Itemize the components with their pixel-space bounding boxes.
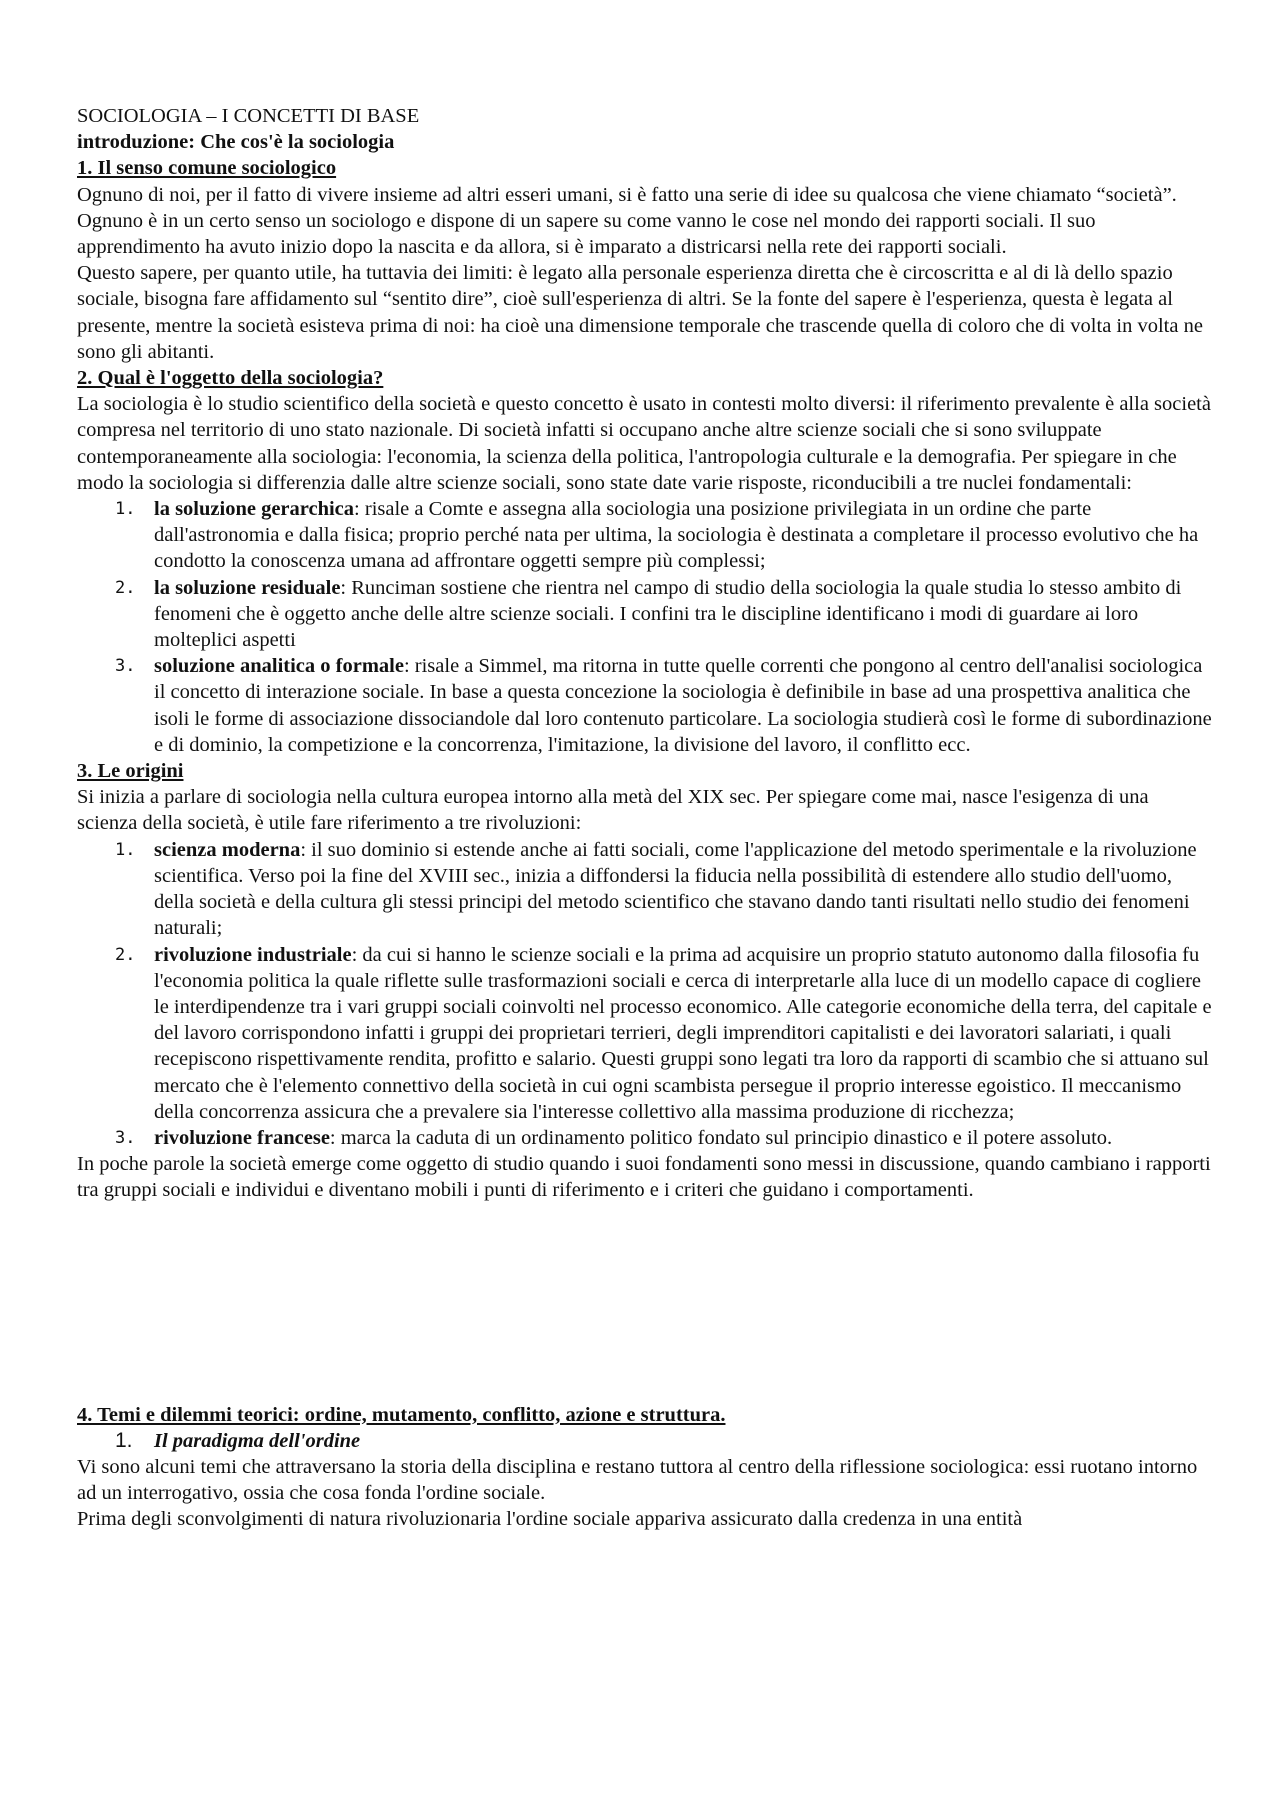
list-term: soluzione analitica o formale (154, 655, 404, 678)
section-3-conclusion: In poche parole la società emerge come oggetto di studio quando i suoi fondamenti sono messi in discussione, quando cambiano i rapporti tra gruppi sociali e individui e diventano mobili i punti di riferimento e i criteri che guidano i comportamenti. (77, 1153, 1211, 1202)
subsection-number: 1. (115, 1428, 133, 1452)
list-item (77, 942, 1212, 1125)
section-2-list (77, 496, 1212, 758)
document-page (77, 103, 1212, 1533)
section-4-paragraph: Prima degli sconvolgimenti di natura rivoluzionaria l'ordine sociale appariva assicurato dalla credenza in una entità (77, 1508, 1023, 1531)
section-3-list (77, 837, 1212, 1151)
list-text: : il suo dominio si estende anche ai fatti sociali, come l'applicazione del metodo sperimentale e la rivoluzione scientifica. Verso poi la fine del XVIII sec., inizia a diffondersi la fiducia nella possibilità di estendere allo studio dell'uomo, della società e della cultura gli stessi principi del metodo scientifico che stavano dando tanti risultati nello studio dei fenomeni naturali; (154, 838, 1197, 940)
list-number: 1. (115, 499, 136, 520)
list-text: : marca la caduta di un ordinamento politico fondato sul principio dinastico e il potere assoluto. (329, 1126, 1113, 1149)
subsection-title: Il paradigma dell'ordine (154, 1429, 361, 1452)
list-term: la soluzione residuale (154, 576, 341, 599)
subsection-heading (77, 1428, 1212, 1454)
list-term: scienza moderna (154, 838, 301, 861)
section-1-heading: 1. Il senso comune sociologico (77, 157, 337, 180)
list-term: rivoluzione francese (154, 1126, 330, 1149)
list-item (77, 496, 1212, 575)
list-text: : risale a Simmel, ma ritorna in tutte quelle correnti che pongono al centro dell'analisi sociologica il concetto di interazione sociale. In base a questa concezione la sociologia è definibile in base ad una prospettiva analitica che isoli le forme di associazione dissociandole dal loro contenuto particolare. La sociologia studierà così le forme di subordinazione e di dominio, la competizione e la concorrenza, l'imitazione, la divisione del lavoro, il conflitto ecc. (154, 655, 1212, 756)
list-text: : risale a Comte e assegna alla sociologia una posizione privilegiata in un ordine che parte dall'astronomia e dalla fisica; proprio perché nata per ultima, la sociologia è destinata a completare il processo evolutivo che ha condotto la conoscenza umana ad affrontare oggetti sempre più complessi; (154, 498, 1199, 573)
list-number: 1. (115, 839, 136, 860)
section-4-paragraph: Vi sono alcuni temi che attraversano la storia della disciplina e restano tuttora al centro della riflessione sociologica: essi ruotano intorno ad un interrogativo, ossia che cosa fonda l'ordine sociale. (77, 1455, 1198, 1505)
section-3-heading: 3. Le origini (77, 760, 184, 783)
list-text: : Runciman sostiene che rientra nel campo di studio della sociologia la quale studia lo stesso ambito di fenomeni che è oggetto anche delle altre scienze sociali. I confini tra le discipline identificano i modi di guardare ai loro molteplici aspetti (154, 576, 1182, 652)
section-1-paragraph: Questo sapere, per quanto utile, ha tuttavia dei limiti: è legato alla personale esperienza diretta che è circoscritta e al di là dello spazio sociale, bisogna fare affidamento sul “sentito dire”, cioè sull'esperienza di altri. Se la fonte del sapere è l'esperienza, questa è legata al presente, mentre la società esisteva prima di noi: ha cioè una dimensione temporale che trascende quella di coloro che di volta in volta ne sono gli abitanti. (77, 262, 1203, 363)
list-item (77, 1125, 1212, 1151)
section-1-paragraph: Ognuno di noi, per il fatto di vivere insieme ad altri esseri umani, si è fatto una serie di idee su qualcosa che viene chiamato “società”. Ognuno è in un certo senso un sociologo e dispone di un sapere su come vanno le cose nel mondo dei rapporti sociali. Il suo apprendimento ha avuto inizio dopo la nascita e da allora, si è imparato a districarsi nella rete dei rapporti sociali. (77, 183, 1177, 259)
list-item (77, 837, 1212, 942)
list-number: 2. (115, 577, 136, 598)
list-item (77, 653, 1212, 758)
section-4-heading: 4. Temi e dilemmi teorici: ordine, mutamento, conflitto, azione e struttura. (77, 1403, 726, 1426)
list-term: rivoluzione industriale (154, 943, 352, 966)
section-2-heading: 2. Qual è l'oggetto della sociologia? (77, 367, 384, 390)
page-spacer (77, 1204, 1212, 1402)
list-item (77, 575, 1212, 654)
list-number: 2. (115, 944, 136, 965)
list-number: 3. (115, 656, 136, 677)
list-number: 3. (115, 1127, 136, 1148)
document-subtitle: introduzione: Che cos'è la sociologia (77, 131, 395, 154)
section-3-intro: Si inizia a parlare di sociologia nella cultura europea intorno alla metà del XIX sec. Per spiegare come mai, nasce l'esigenza di una scienza della società, è utile fare riferimento a tre rivoluzioni: (77, 786, 1149, 835)
list-text: : da cui si hanno le scienze sociali e la prima ad acquisire un proprio statuto autonomo dalla filosofia fu l'economia politica la quale riflette sulle trasformazioni sociali e cerca di interpretarle alla luce di un modello capace di cogliere le interdipendenze tra i vari gruppi sociali coinvolti nel processo economico. Alle categorie economiche della terra, del capitale e del lavoro corrispondono infatti i gruppi dei proprietari terrieri, degli imprenditori capitalisti e dei lavoratori salariati, i quali recepiscono rispettivamente rendita, profitto e salario. Questi gruppi sono legati tra loro da rapporti di scambio che si attuano sul mercato che è l'elemento connettivo della società in cui ogni scambista persegue il proprio interesse egoistico. Il meccanismo della concorrenza assicura che a prevalere sia l'interesse collettivo alla massima produzione di ricchezza; (154, 943, 1212, 1123)
list-term: la soluzione gerarchica (154, 498, 355, 521)
section-2-intro: La sociologia è lo studio scientifico della società e questo concetto è usato in contesti molto diversi: il riferimento prevalente è alla società compresa nel territorio di uno stato nazionale. Di società infatti si occupano anche altre scienze sociali che si sono sviluppate contemporaneamente alla sociologia: l'economia, la scienza della politica, l'antropologia culturale e la demografia. Per spiegare in che modo la sociologia si differenzia dalle altre scienze sociali, sono state date varie risposte, riconducibili a tre nuclei fondamentali: (77, 393, 1211, 494)
document-title: SOCIOLOGIA – I CONCETTI DI BASE (77, 105, 420, 127)
